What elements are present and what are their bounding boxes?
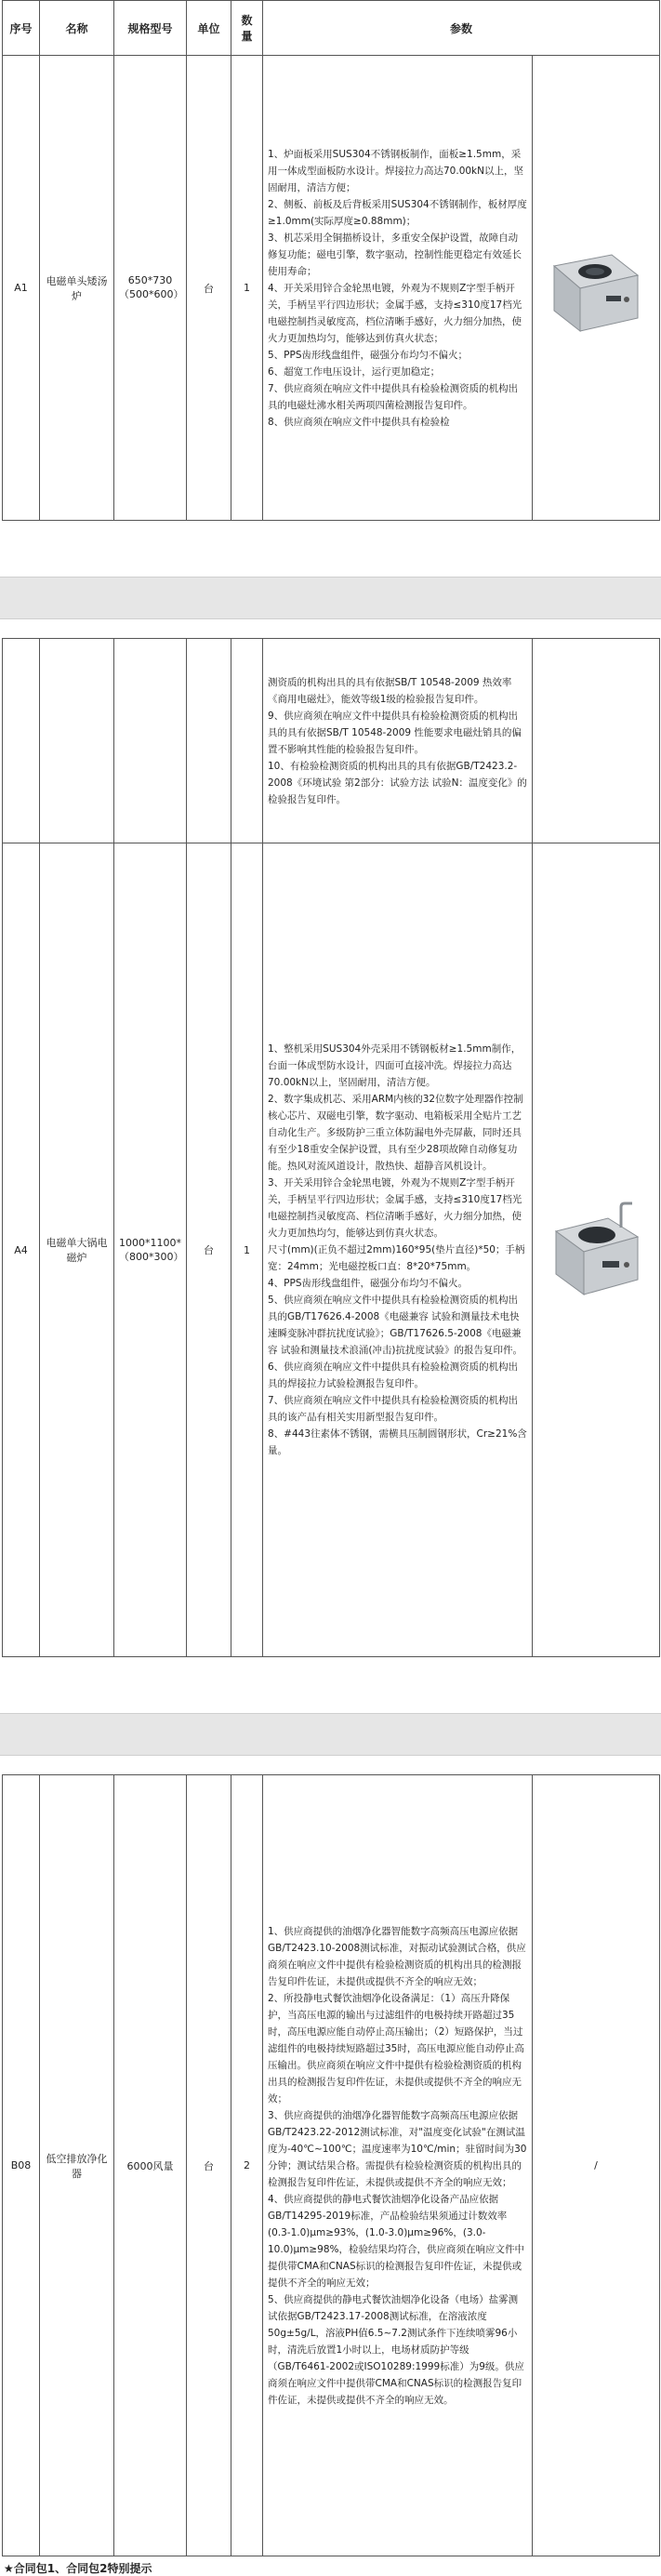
row-unit: 台 — [187, 56, 231, 521]
page-separator — [0, 577, 661, 619]
row-index — [3, 639, 40, 843]
param-line: 10、有检验检测资质的机构出具的具有依据GB/T2423.2-2008《环境试验 第2部分：试验方法 试验N：温度变化》的检验报告复印件。 — [268, 760, 527, 805]
row-model: 1000*1100*（800*300） — [114, 843, 187, 1657]
row-model — [114, 639, 187, 843]
param-line: 7、供应商须在响应文件中提供具有检验检测资质的机构出具的该产品有相关实用新型报告复印件。 — [268, 1395, 519, 1423]
param-line: 测资质的机构出具的具有依据SB/T 10548-2009 热效率《商用电磁灶》，能效等级1级的检验报告复印件。 — [268, 676, 512, 705]
table-row — [3, 639, 660, 843]
row-model: 6000风量 — [114, 1775, 187, 2556]
spec-table-part-2 — [2, 638, 660, 1657]
extra-cell: / — [533, 1775, 660, 2556]
table-row — [3, 1775, 660, 2556]
header-index: 序号 — [3, 1, 40, 56]
param-line: 4、开关采用锌合金轮黑电镀，外观为不规则Z字型手柄开关，手柄呈平行四边形状；金属手感，支持≤310度17档光电磁控制挡灵敏度高，档位清晰手感好，火力细分加热，使火力更加热均匀，能够达到仿真火状态； — [268, 282, 522, 344]
param-line: 5、供应商须在响应文件中提供具有检验检测资质的机构出具的GB/T17626.4-2008《电磁兼容 试验和测量技术电快速瞬变脉冲群抗扰度试验》；GB/T17626.5-2008《电磁兼容 试验和测量技术浪涌(冲击)抗扰度试验》的报告复印件。 — [268, 1295, 523, 1356]
row-qty: 1 — [231, 56, 263, 521]
row-name: 电磁单大锅电磁炉 — [40, 843, 114, 1657]
header-params: 参数 — [263, 1, 660, 56]
wok-stove-image — [547, 1200, 645, 1300]
param-line: 3、机芯采用全铜描桥设计，多重安全保护设置，故障自动修复功能；磁电引擎，数字驱动，控制性能更稳定有效延长使用寿命； — [268, 232, 522, 277]
param-line: 1、炉面板采用SUS304不锈钢板制作，面板≥1.5mm，采用一体成型面板防水设计。焊接拉力高达70.00kN以上，坚固耐用，清洁方便； — [268, 148, 523, 193]
empty-cell — [533, 639, 660, 843]
param-line: 6、超宽工作电压设计，运行更加稳定； — [268, 365, 441, 378]
param-line: 2、所投静电式餐饮油烟净化设备满足：（1）高压升降保护，当高压电源的输出与过滤组件的电极持续开路超过35时，高压电源应能自动停止高压输出；（2）短路保护，当过滤组件的电极持续短路超过35时，高压电源应能自动停止高压输出。供应商须在响应文件中提供有检验检测资质的机构出具的检测报告复印件佐证，未提供或提供不齐全的响应无效； — [268, 1992, 524, 2105]
header-row — [3, 1, 660, 56]
param-line: 3、供应商提供的油烟净化器智能数字高频高压电源应依据GB/T2423.22-2012测试标准，对"温度变化试验"在测试温度为-40℃~100℃；温度速率为10℃/min；驻留时间为30分钟；测试结果合格。需提供有检验检测资质的机构出具的检测报告复印件佐证，未提供或提供不齐全的响应无效； — [268, 2109, 527, 2188]
param-line: 4、PPS齿形线盘组件，磁强分布均匀不偏火。 — [268, 1278, 469, 1289]
row-name — [40, 639, 114, 843]
row-params — [263, 1775, 533, 2556]
page-separator — [0, 1713, 661, 1756]
row-model: 650*730（500*600） — [114, 56, 187, 521]
table-row — [3, 56, 660, 521]
param-line: 尺寸(mm)(正负不超过2mm)160*95(垫片直径)*50；手柄宽：24mm；光电磁控板口直：8*20*75mm。 — [268, 1244, 525, 1272]
induction-stove-image — [547, 238, 645, 339]
param-line: 8、供应商须在响应文件中提供具有检验检 — [268, 416, 450, 428]
param-line: 1、供应商提供的油烟净化器智能数字高频高压电源应依据GB/T2423.10-2008测试标准，对振动试验测试合格，供应商须在响应文件中提供有检验检测资质的机构出具的检测报告复印件佐证，未提供或提供不齐全的响应无效； — [268, 1925, 526, 1987]
row-qty — [231, 639, 263, 843]
row-params — [263, 639, 533, 843]
param-line: 2、数字集成机芯、采用ARM内核的32位数字处理器作控制核心芯片、双磁电引擎，数字驱动、电箱板采用全贴片工艺自动化生产。多级防护三重立体防漏电外壳屏蔽，同时还具有至少18重安全保护设置，具有至少28项故障自动修复功能。热风对流风道设计，散热快、超静音风机设计。 — [268, 1094, 523, 1172]
row-unit: 台 — [187, 1775, 231, 2556]
param-line: 5、PPS齿形线盘组件，磁强分布均匀不偏火； — [268, 349, 469, 361]
header-model: 规格型号 — [114, 1, 187, 56]
row-name: 电磁单头矮汤炉 — [40, 56, 114, 521]
spec-table-part-1 — [2, 0, 660, 521]
header-unit: 单位 — [187, 1, 231, 56]
row-name: 低空排放净化器 — [40, 1775, 114, 2556]
row-index: A1 — [3, 56, 40, 521]
table-row — [3, 843, 660, 1657]
product-image-cell — [533, 843, 660, 1657]
param-line: 5、供应商提供的静电式餐饮油烟净化设备（电场）盐雾测试依据GB/T2423.17-2008测试标准，在溶液浓度50g±5g/L，溶液PH值6.5~7.2测试条件下连续喷雾96小时，清洗后放置1小时以上，电场材质防护等级（GB/T6461-2002或ISO10289:1999标准）为9级。供应商须在响应文件中提供带CMA和CNAS标识的检测报告复印件佐证，未提供或提供不齐全的响应无效。 — [268, 2293, 524, 2406]
param-line: 3、开关采用锌合金轮黑电镀，外观为不规则Z字型手柄开关，手柄呈平行四边形状；金属手感，支持≤310度17档光电磁控制挡灵敏度高、档位清晰手感好，火力细分加热，使火力更加热均匀，能够达到仿真火状态。 — [268, 1177, 522, 1239]
row-params — [263, 56, 533, 521]
header-qty: 数量 — [231, 1, 263, 56]
param-line: 2、侧板、前板及后背板采用SUS304不锈钢制作，板材厚度≥1.0mm(实际厚度≥0.88mm)； — [268, 198, 527, 227]
param-line: 9、供应商须在响应文件中提供具有检验检测资质的机构出具的具有依据SB/T 10548-2009 性能要求电磁灶销具的偏置不影响其性能的检验报告复印件。 — [268, 710, 522, 755]
param-line: 8、#443往素体不锈钢，需横具压制圆钢形状，Cr≥21%含量。 — [268, 1428, 527, 1456]
spec-table-part-3 — [2, 1774, 660, 2556]
row-unit: 台 — [187, 843, 231, 1657]
row-unit — [187, 639, 231, 843]
row-qty: 1 — [231, 843, 263, 1657]
param-line: 6、供应商须在响应文件中提供具有检验检测资质的机构出具的焊接拉力试验检测报告复印件。 — [268, 1361, 519, 1389]
header-name: 名称 — [40, 1, 114, 56]
param-line: 1、整机采用SUS304外壳采用不锈钢板材≥1.5mm制作，台面一体成型防水设计，四面可直接冲洗。焊接拉力高达70.00kN以上，坚固耐用，清洁方便。 — [268, 1043, 522, 1088]
footnote: ★合同包1、合同包2特别提示 — [4, 2562, 152, 2575]
product-image-cell — [533, 56, 660, 521]
row-qty: 2 — [231, 1775, 263, 2556]
param-line: 4、供应商提供的静电式餐饮油烟净化设备产品应依据GB/T14295-2019标准，产品检验结果须通过计数效率(0.3-1.0)μm≥93%，(1.0-3.0)μm≥96%，(3.0-10.0)μm≥98%，检验结果均符合，供应商须在响应文件中提供带CMA和CNAS标识的检测报告复印件佐证，未提供或提供不齐全的响应无效； — [268, 2193, 525, 2289]
param-line: 7、供应商须在响应文件中提供具有检验检测资质的机构出具的电磁灶沸水相关两项四菌检测报告复印件。 — [268, 382, 519, 411]
row-params — [263, 843, 533, 1657]
row-index: B08 — [3, 1775, 40, 2556]
row-index: A4 — [3, 843, 40, 1657]
